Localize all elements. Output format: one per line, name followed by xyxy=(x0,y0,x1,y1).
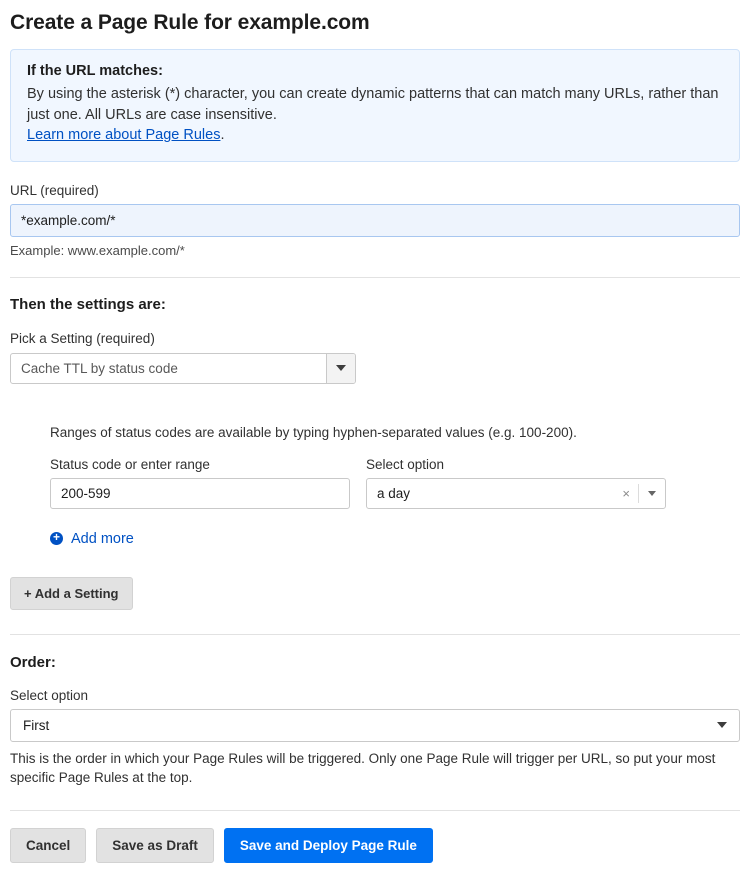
chevron-down-icon[interactable] xyxy=(717,722,727,728)
ttl-option-value: a day xyxy=(377,485,411,501)
pick-setting-select[interactable] xyxy=(10,353,356,384)
status-code-field xyxy=(50,457,350,509)
info-box-title: If the URL matches: xyxy=(27,63,163,79)
status-code-settings-group xyxy=(50,425,740,547)
clear-icon[interactable]: × xyxy=(622,485,630,501)
order-select-value: First xyxy=(23,717,50,733)
info-box-body xyxy=(27,84,723,146)
url-example-hint: Example: www.example.com/* xyxy=(10,242,185,258)
cancel-button[interactable]: Cancel xyxy=(10,828,86,863)
chevron-down-icon[interactable] xyxy=(639,491,665,496)
page-title: Create a Page Rule for example.com xyxy=(10,11,370,34)
status-code-label: Status code or enter range xyxy=(50,456,210,472)
url-match-info-box xyxy=(10,49,740,162)
divider-order xyxy=(10,634,740,635)
ttl-option-combobox[interactable] xyxy=(366,478,666,509)
ttl-option-field xyxy=(366,457,666,509)
pick-setting-value: Cache TTL by status code xyxy=(21,360,178,376)
learn-more-link[interactable]: Learn more about Page Rules xyxy=(27,127,221,144)
order-note: This is the order in which your Page Rules will be triggered. Only one Page Rule will trigger per URL, so put your most specific Page Rules at the top. xyxy=(10,750,716,786)
ranges-note: Ranges of status codes are available by typing hyphen-separated values (e.g. 100-200). xyxy=(50,424,577,440)
settings-heading: Then the settings are: xyxy=(10,295,166,313)
divider-footer xyxy=(10,810,740,811)
plus-icon: + xyxy=(50,532,63,545)
divider-settings xyxy=(10,277,740,278)
page-rule-form xyxy=(0,11,750,863)
ttl-option-label: Select option xyxy=(366,456,445,472)
url-field-label: URL (required) xyxy=(10,182,99,198)
save-and-deploy-button[interactable]: Save and Deploy Page Rule xyxy=(224,828,433,863)
add-more-label: Add more xyxy=(71,530,134,547)
save-as-draft-button[interactable]: Save as Draft xyxy=(96,828,214,863)
order-heading: Order: xyxy=(10,653,56,671)
order-select-label: Select option xyxy=(10,687,89,703)
pick-setting-label: Pick a Setting (required) xyxy=(10,330,155,346)
status-code-input[interactable] xyxy=(50,478,350,509)
order-select[interactable] xyxy=(10,709,740,742)
add-more-button[interactable] xyxy=(50,531,740,547)
status-code-row xyxy=(50,457,740,509)
chevron-down-icon[interactable] xyxy=(326,354,355,383)
form-actions xyxy=(10,828,740,863)
url-input[interactable] xyxy=(10,204,740,237)
info-link-suffix: . xyxy=(220,127,225,144)
add-a-setting-button[interactable]: + Add a Setting xyxy=(10,577,133,610)
info-box-text: By using the asterisk (*) character, you can create dynamic patterns that can match many URLs, rather than just one. All URLs are case insensitive. xyxy=(27,86,719,123)
